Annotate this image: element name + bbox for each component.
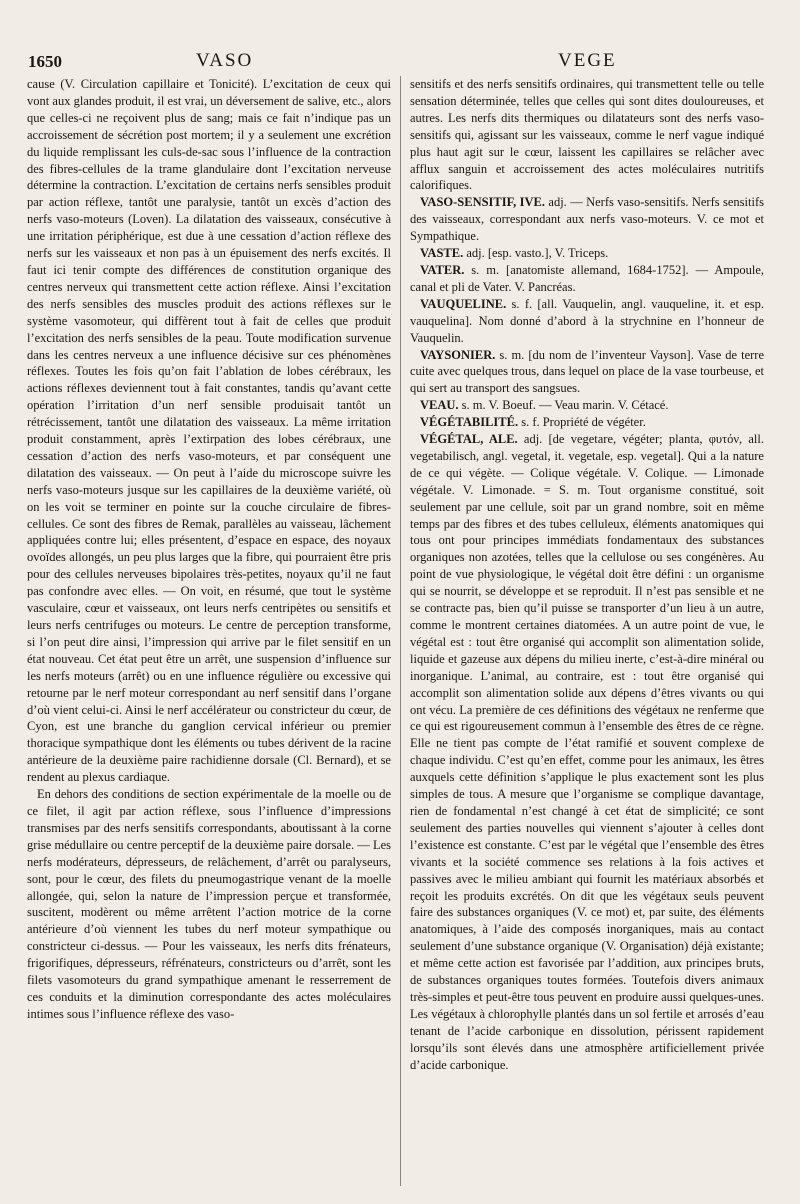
entry-headword: VASTE. bbox=[420, 246, 464, 261]
entry-vegetabilite bbox=[410, 414, 764, 431]
entry-headword: VAUQUELINE. bbox=[420, 296, 507, 311]
entry-body: s. f. Propriété de végéter. bbox=[518, 415, 646, 430]
entry-body: sensitifs et des nerfs sensitifs ordinaires, qui transmettent telle ou telle sensation déterminée, telles que celles qui sont dites douloureuses, et autres. Les nerfs dits thermiques ou dilatateurs sont des nerfs vaso-sensitifs qui, agissant sur les vaisseaux, comme le nerf vague indiqué plus haut agit sur le cœur, laissent les capillaires se relâcher avec afflux sanguin et accroissement des actes moléculaires nutritifs calorifiques. bbox=[410, 77, 764, 193]
entry-body: adj. [de vegetare, végéter; planta, φυτόν, all. vegetabilisch, angl. vegetal, it. vegetale, esp. vegetal]. Qui a la nature de ce qui végète. — Colique végétale. V. Colique. — Limonade végétale. V. Limonade. = S. m. Tout organisme constitué, soit seulement par une cellule, soit par un grand nombre, soit en même temps par des fibres et des tubes celluleux, éléments anatomiques qui tous ont pour principes immédiats fondamentaux des substances organiques non azotées, telles que la cellulose ou ses congénères. Au point de vue physiologique, le végétal doit être défini : un organisme qui se nourrit, se développe et se reproduit. Il n’est pas sensible et ne se contracte pas, bien qu’il puisse se transporter d’un lieu à un autre, comme le montrent certaines diatomées. A un autre point de vue, le végétal est : tout être organisé qui accomplit son alimentation solide, liquide et gazeuse aux dépens du milieu inerte, c’est-à-dire minéral ou inorganique. L’animal, au contraire, est : tout être organisé qui accomplit son alimentation solide aux dépens d’êtres vivants ou qui ont vécu. La première de ces définitions des végétaux ne renferme que ce qui est rigoureusement commun à l’ensemble des êtres de ce règne. Elle ne tient pas compte de l’état ramifié et souvent complexe de chaque individu. C’est qu’en effet, comme pour les animaux, les êtres auxquels cette définition s’applique le plus exactement sont les plus simples de tous. A mesure que l’organisme se complique davantage, rien de fondamental n’est changé à cet état de simplicité; ce sont seulement des parties nouvelles qui viennent s’ajouter à celles dont l’existence est constante. C’est par le végétal que l’ensemble des êtres vivants et la société commence ses relations à la fois actives et passives avec le milieu ambiant qui fournit les matériaux absorbés et reçoit les produits excrétés. On dit que les végétaux seuls peuvent faire des substances organiques (V. ce mot) et, par suite, des éléments anatomiques, à l’aide des composés inorganiques, mais au contact seulement d’une substance organique (V. Organisation) déjà existante; et même cette action est favorisée par l’addition, aux principes bruts, de substances organiques toutes formées. Toutefois divers animaux très-simples et peut-être tous peuvent en produire aussi quelques-unes. Les végétaux à chlorophylle plantés dans un sol fertile et arrosés d’eau tenant de l’acide carbonique en dissolution, périssent rapidement lorsqu’ils sont élevés dans une atmosphère artificiellement privée d’acide carbonique. bbox=[410, 432, 764, 1072]
right-column bbox=[410, 76, 764, 1186]
entry-body: adj. — Nerfs vaso-sensitifs. Nerfs sensitifs des vaisseaux, correspondant aux nerfs vaso-moteurs. V. ce mot et Sympathique. bbox=[410, 195, 764, 244]
entry-body: s. f. [all. Vauquelin, angl. vauqueline, it. et esp. vauquelina]. Nom donné d’abord à la strychnine en l’honneur de Vauquelin. bbox=[410, 296, 764, 345]
entry-headword: VÉGÉTAL, ALE. bbox=[420, 432, 518, 447]
right-guide-word: VEGE bbox=[558, 50, 617, 71]
entry-headword: VÉGÉTABILITÉ. bbox=[420, 415, 519, 430]
entry-vegetal bbox=[410, 431, 764, 1073]
paragraph: En dehors des conditions de section expérimentale de la moelle ou de ce filet, il agit par action réflexe, sous l’influence d’impressions transmises par des nerfs sensitifs correspondants, aboutissant à la corne grise médullaire ou centre perceptif de la deuxième paire dorsale. — Les nerfs modérateurs, dépresseurs, de relâchement, d’arrêt ou paralyseurs, sont, pour le cœur, des filets du pneumogastrique venant de la moelle allongée, qui, selon la nature de l’impression perçue et transformée, suscitent, modèrent ou même arrêtent l’action motrice de la corne antérieure d’où viennent les tubes du nerf moteur sympathique ou constricteur ci-dessus. — Pour les vaisseaux, les nerfs dits frénateurs, frigorifiques, dépresseurs, réfrénateurs, constricteurs ou d’arrêt, sont les filets vasomoteurs du grand sympathique amenant le resserrement de ces conduits et la diminution correspondante des actes moléculaires intimes sous l’influence réflexe des vaso- bbox=[27, 787, 391, 1021]
entry-headword: VAYSONIER. bbox=[420, 347, 496, 362]
entry-body: s. m. [anatomiste allemand, 1684-1752]. — Ampoule, canal et pli de Vater. V. Pancréas. bbox=[410, 262, 764, 294]
entry-body: s. m. [du nom de l’inventeur Vayson]. Vase de terre cuite avec quelques trous, dans lequel on place de la vase tourbeuse, et qui sert au transport des sangsues. bbox=[410, 347, 764, 396]
column-divider bbox=[400, 76, 401, 1186]
entry-vaysonier bbox=[410, 347, 764, 398]
page-number: 1650 bbox=[28, 52, 62, 71]
entry-continuation bbox=[410, 76, 764, 194]
entry-vaso-sensitif bbox=[410, 194, 764, 245]
running-header bbox=[28, 50, 780, 76]
entry-headword: VATER. bbox=[420, 262, 465, 277]
entry-vauqueline bbox=[410, 296, 764, 347]
left-guide-word: VASO bbox=[196, 50, 254, 71]
entry-headword: VASO-SENSITIF, IVE. bbox=[420, 195, 545, 210]
entry-body: adj. [esp. vasto.], V. Triceps. bbox=[463, 246, 609, 261]
left-column bbox=[27, 76, 391, 1186]
entry-vaste bbox=[410, 245, 764, 262]
entry-vater bbox=[410, 262, 764, 296]
paragraph: cause (V. Circulation capillaire et Tonicité). L’excitation de ceux qui vont aux glandes produit, il est vrai, un déversement de salive, etc., alors que celles-ci ne reçoivent plus de sang; mais ce fait n’indique pas un accroissement de sécrétion post mortem; il y a seulement une excrétion du liquide remplissant les culs-de-sac sous l’influence de la contraction des fibres-cellules de la trame glandulaire dont l’excitation nerveuse détermine la contraction. L’excitation de certains nerfs sensibles produit par action réflexe, tantôt une paralysie, tantôt un excès d’action des nerfs vaso-moteurs (Loven). La dilatation des vaisseaux, consécutive à une irritation périphérique, est due à une cessation d’action réflexe des nerfs sur les vaisseaux et non pas à un épuisement des nerfs excités. Il faut ici tenir compte des différences de constitution organique des centres nerveux qui transmettent cette action réflexe. Ainsi l’excitation des nerfs sensibles des muscles produit des actions réflexes sur le système vasomoteur, qui diffèrent tout à fait de celles que produit l’excitation des nerfs sensibles de la peau. Toute modification survenue dans les centres nerveux a une influence décisive sur ces phénomènes réflexes. Toutes les fois qu’on fait l’ablation de lobes cérébraux, les actions réflexes deviennent tout à fait constantes, tandis qu’avant cette opération l’irritation d’un nerf sensible produisait tantôt un rétrécissement, tantôt une dilatation des vaisseaux. La même irritation produit constamment, après l’extirpation des lobes cérébraux, une cessation d’action des nerfs vaso-moteurs, et par conséquent une dilatation des vaisseaux. — On peut à l’aide du microscope suivre les nerfs vaso-moteurs jusque sur les capillaires de la deuxième variété, où on les voit se terminer en pointe sur la couche circulaire de fibres-cellules. Ce sont des fibres de Remak, parallèles au vaisseau, lâchement appliquées contre lui; elles présentent, d’espace en espace, des noyaux ovoïdes allongés, un peu plus larges que la fibre, qui pourraient être pris pour des cellules nerveuses bipolaires très-petites, noyaux qu’il ne faut pas confondre avec elles. — On voit, en résumé, que tout le système vasculaire, cœur et vaisseaux, ont leurs nerfs centripètes ou sensitifs et leurs nerfs centrifuges ou moteurs. Le centre de perception transforme, si l’on peut dire ainsi, l’impression qui arrive par le filet sensitif en un état nouveau. Cet état peut être un arrêt, une suspension d’influence sur les nerfs moteurs (arrêt) ou en une influence régulière ou excessive qui retourne par le nerf moteur correspondant au nerf sensitif dans l’organe d’où vient celui-ci. Ainsi le nerf accélérateur ou constricteur du cœur, de Cyon, est une branche du ganglion cervical inférieur ou premier thoracique sympathique dont les éléments ou tubes dérivent de la racine antérieure de la deuxième paire rachidienne dorsale (Cl. Bernard), et se rendent au plexus cardiaque. bbox=[27, 77, 391, 785]
entry-body: s. m. V. Boeuf. — Veau marin. V. Cétacé. bbox=[458, 398, 669, 413]
entry-headword: VEAU. bbox=[420, 398, 459, 413]
entry-veau bbox=[410, 397, 764, 414]
